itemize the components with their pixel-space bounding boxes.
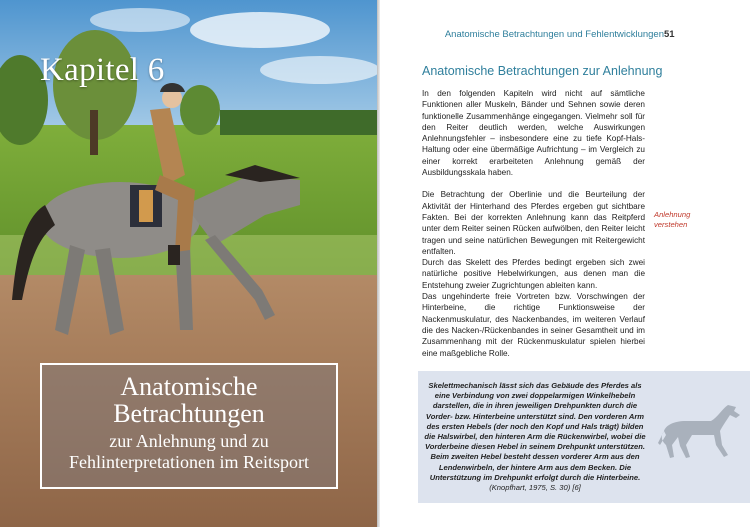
margin-note: Anlehnung verstehen — [654, 210, 691, 229]
paragraph-4: Das ungehinderte freie Vortreten bzw. Vorschwingen der Hinterbeine, die richtige Funktionsweise der Nackenmuskulatur, des Nackenbandes, im weiteren Verlauf die des Nacken-/Rückenbandes in seiner Gesamtheit und im Zusammenhang mit der Rückenmuskulatur spielen hierbei eine maßgebliche Rolle. — [422, 292, 645, 358]
quote-box — [418, 371, 750, 503]
horse-silhouette-icon — [656, 401, 746, 461]
paragraph-3: Durch das Skelett des Pferdes bedingt ergeben sich zwei natürliche positive Hebelwirkungen, aus denen man die Entstehung zweier Zugrichtungen ableiten kann. — [422, 258, 645, 290]
running-header: Anatomische Betrachtungen und Fehlentwicklungen — [444, 29, 664, 40]
right-page — [380, 0, 750, 527]
title-line-4: Fehlinterpretationen im Reitsport — [69, 452, 309, 472]
section-heading: Anatomische Betrachtungen zur Anlehnung — [422, 64, 663, 78]
title-line-3: zur Anlehnung und zu — [109, 431, 269, 451]
page-number: 51 — [664, 29, 675, 40]
quote-text — [424, 381, 646, 493]
chapter-title-box — [40, 363, 338, 489]
paragraph-1: In den folgenden Kapiteln wird nicht auf sämtliche Funktionen aller Muskeln, Bänder und Sehnen sowie deren funktionelle Zusammenhänge eingegangen. Vielmehr soll für den Reiter deutlich werden, welche Auswirkungen Anlehnungsfehler – insbesondere eine zu tiefe Kopf-Hals-Haltung oder eine übermäßige Aufrichtung – im Vergleich zu einer korrekt erarbeiteten Anlehnung gemäß der Ausbildungsskala haben. — [422, 89, 645, 178]
quote-body: Skelettmechanisch lässt sich das Gebäude des Pferdes als eine Verbindung von zwei doppelarmigen Winkelhebeln darstellen, die in ihren jeweiligen Drehpunkten durch die Vorder- bzw. Hinterbeine unterstützt sind. Den vorderen Arm des ersten Hebels (der noch den Kopf und Hals trägt) bilden die Halswirbel, den hinteren Arm die Rückenwirbel, wobei die Vorderbeine diesen Hebel in seinem Drehpunkt unterstützen. Beim zweiten Hebel besteht dessen vorderer Arm aus den Lendenwirbeln, der hintere Arm aus dem Becken. Die Unterstützung im Drehpunkt erfolgt durch die Hinterbeine. — [424, 381, 646, 482]
title-line-1: Anatomische — [120, 372, 258, 401]
body-text — [422, 88, 645, 359]
quote-citation: (Knopfhart, 1975, S. 30) [6] — [489, 483, 581, 493]
title-line-2: Betrachtungen — [113, 399, 265, 428]
paragraph-2: Die Betrachtung der Oberlinie und die Beurteilung der Aktivität der Hinterhand des Pferdes ergeben gut sichtbare Fakten. Bei der korrekten Anlehnung kann das Reitpferd unter dem Reiter seinen Rücken aufwölben, den Reiter leicht tragen und seine natürlichen Bewegungen mit Reitergewicht entfalten. — [422, 190, 645, 256]
chapter-label: Kapitel 6 — [40, 52, 165, 88]
